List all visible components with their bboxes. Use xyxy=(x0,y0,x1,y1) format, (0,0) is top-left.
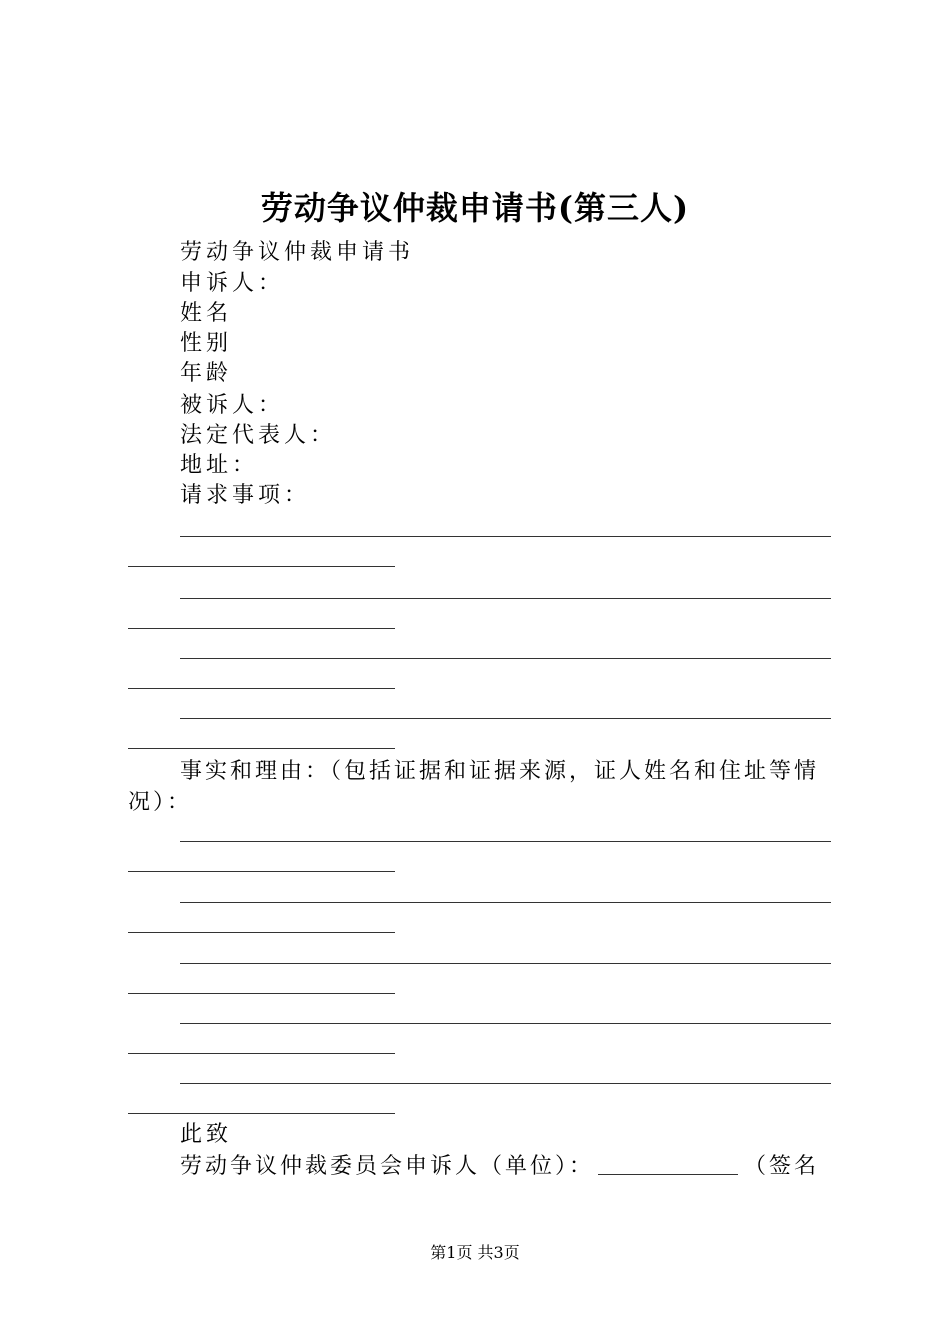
gender-label: 性别 xyxy=(180,331,233,356)
closing-text: 此致 xyxy=(180,1122,233,1147)
claims-blank-line xyxy=(128,628,395,629)
facts-blank-line xyxy=(180,1023,831,1024)
facts-blank-line xyxy=(128,871,395,872)
facts-blank-line xyxy=(180,902,831,903)
claims-blank-line xyxy=(128,566,395,567)
claims-label: 请求事项： xyxy=(180,483,311,508)
facts-blank-line xyxy=(128,932,395,933)
facts-blank-line xyxy=(128,1053,395,1054)
claims-blank-line xyxy=(180,718,831,719)
facts-blank-line xyxy=(128,993,395,994)
claims-blank-line xyxy=(128,688,395,689)
claims-blank-line xyxy=(128,748,395,749)
facts-blank-line xyxy=(128,1113,395,1114)
document-title: 劳动争议仲裁申请书(第三人) xyxy=(260,189,690,227)
name-label: 姓名 xyxy=(180,301,233,326)
complainant-label: 申诉人： xyxy=(180,271,285,296)
respondent-label: 被诉人： xyxy=(180,393,285,418)
address-label: 地址： xyxy=(180,453,259,478)
claims-blank-line xyxy=(180,658,831,659)
claims-blank-line xyxy=(180,536,831,537)
facts-blank-line xyxy=(180,1083,831,1084)
form-heading: 劳动争议仲裁申请书 xyxy=(180,240,415,265)
age-label: 年龄 xyxy=(180,361,233,386)
signature-prefix: 劳动争议仲裁委员会申诉人（单位）： xyxy=(180,1154,595,1179)
signature-line xyxy=(180,1152,819,1181)
signature-suffix: （签名 xyxy=(744,1154,820,1179)
legal-rep-label: 法定代表人： xyxy=(180,423,337,448)
facts-label-text: 事实和理由：（包括证据和证据来源，证人姓名和住址等情况）： xyxy=(128,759,820,815)
facts-label xyxy=(128,756,832,818)
signature-blank xyxy=(598,1152,738,1175)
page-number: 第1页 共3页 xyxy=(430,1243,520,1262)
facts-blank-line xyxy=(180,841,831,842)
facts-blank-line xyxy=(180,963,831,964)
claims-blank-line xyxy=(180,598,831,599)
